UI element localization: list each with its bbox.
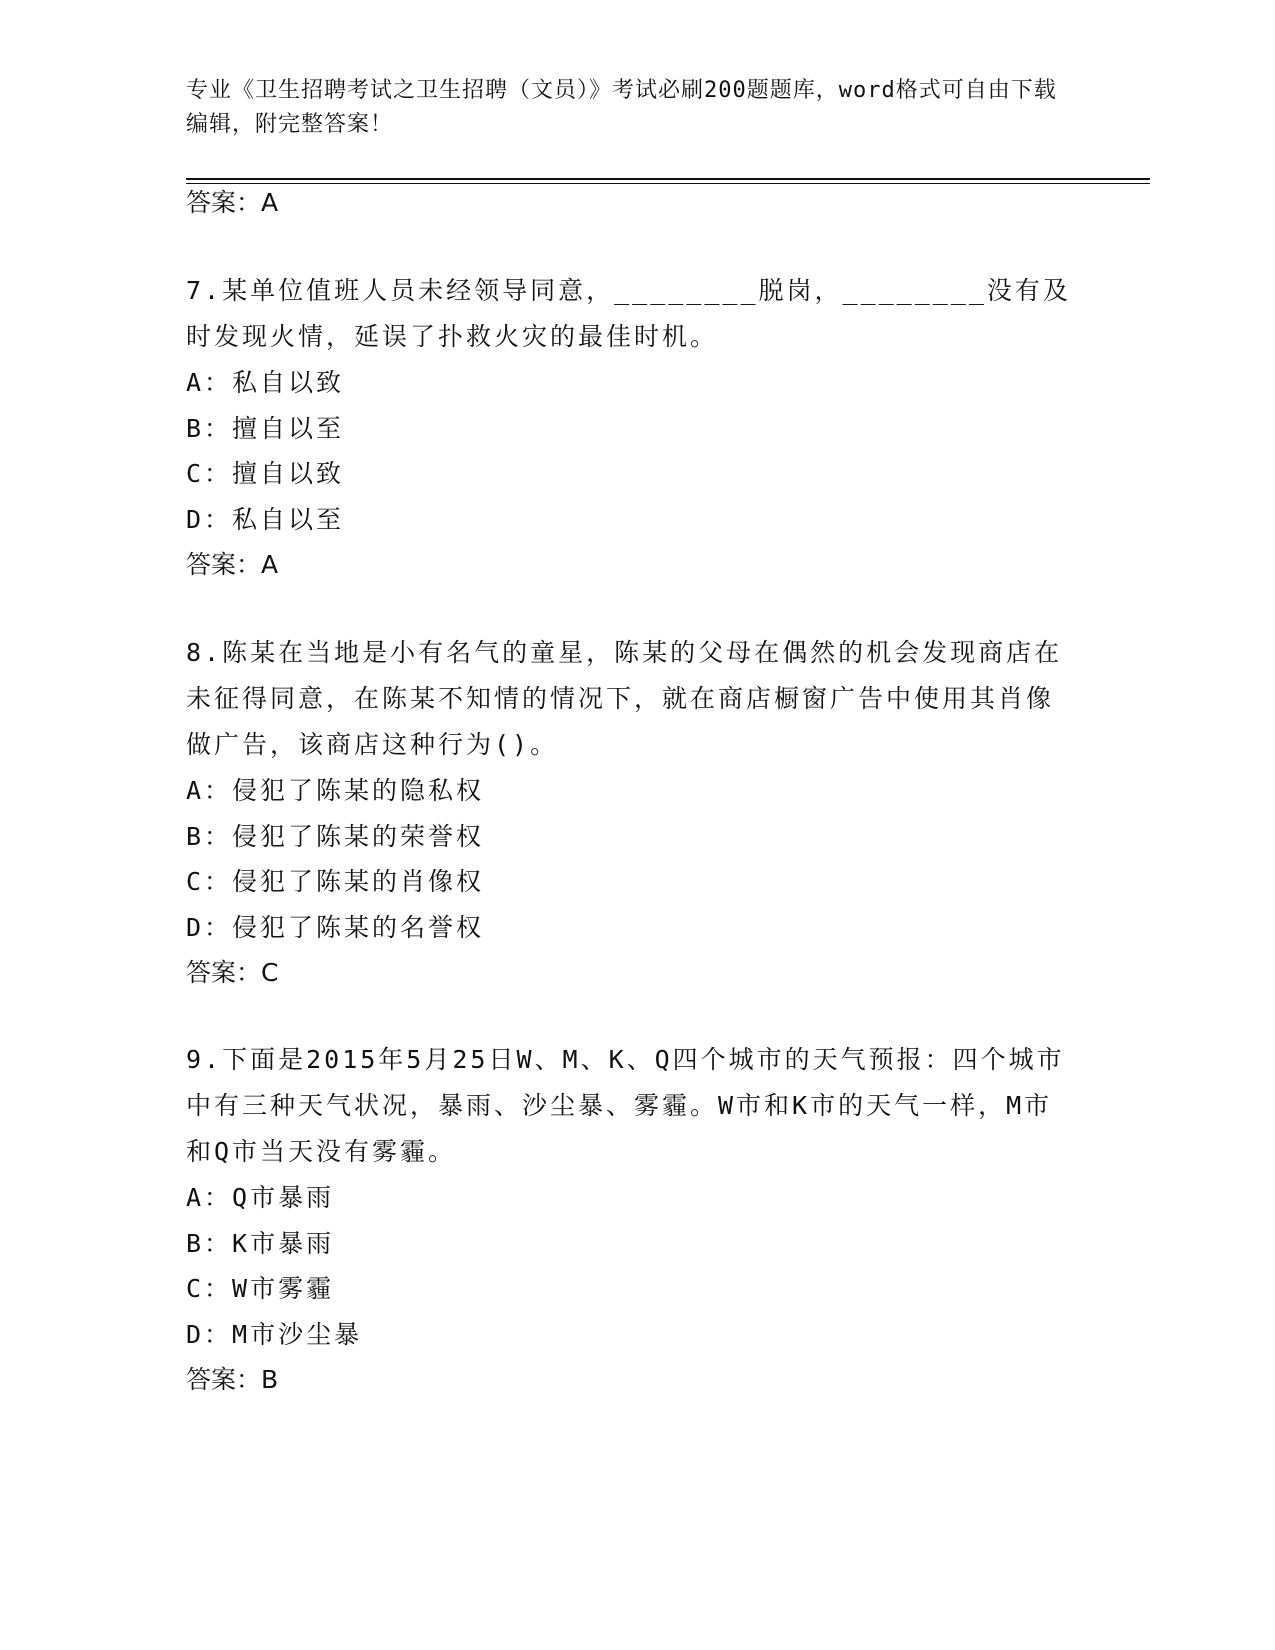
- option-b: B：K市暴雨: [186, 1228, 335, 1258]
- question-7: [186, 268, 1076, 587]
- header-divider-thin: [186, 183, 1150, 184]
- option-c: C：侵犯了陈某的肖像权: [186, 867, 485, 896]
- question-8: [186, 630, 1076, 995]
- option-c: C：W市雾霾: [186, 1274, 335, 1303]
- option-a: A：侵犯了陈某的隐私权: [186, 776, 485, 805]
- option-a: A：私自以致: [186, 368, 345, 397]
- previous-question-answer: 答案：A: [186, 188, 279, 217]
- option-d: D：私自以至: [186, 504, 345, 534]
- header-divider-thick: [186, 178, 1150, 180]
- question-stem: 9.下面是2015年5月25日W、M、K、Q四个城市的天气预报：四个城市中有三种天气状况，暴雨、沙尘暴、雾霾。W市和K市的天气一样，M市和Q市当天没有雾霾。: [186, 1045, 1065, 1166]
- question-9: [186, 1037, 1076, 1402]
- question-answer: 答案：A: [186, 550, 279, 579]
- question-stem: 7.某单位值班人员未经领导同意，________脱岗，________没有及时发现火情，延误了扑救火灾的最佳时机。: [186, 276, 1071, 351]
- question-answer: 答案：C: [186, 958, 279, 987]
- option-b: B：擅自以至: [186, 413, 345, 443]
- option-b: B：侵犯了陈某的荣誉权: [186, 821, 485, 851]
- option-a: A：Q市暴雨: [186, 1183, 335, 1212]
- option-d: D：M市沙尘暴: [186, 1319, 363, 1349]
- option-c: C：擅自以致: [186, 459, 345, 488]
- question-stem: 8.陈某在当地是小有名气的童星，陈某的父母在偶然的机会发现商店在未征得同意，在陈某不知情的情况下，就在商店橱窗广告中使用其肖像做广告，该商店这种行为()。: [186, 638, 1063, 759]
- page-header: 专业《卫生招聘考试之卫生招聘（文员）》考试必刷200题题库，word格式可自由下载编辑，附完整答案！: [186, 78, 1057, 137]
- question-answer: 答案：B: [186, 1365, 279, 1394]
- option-d: D：侵犯了陈某的名誉权: [186, 912, 485, 942]
